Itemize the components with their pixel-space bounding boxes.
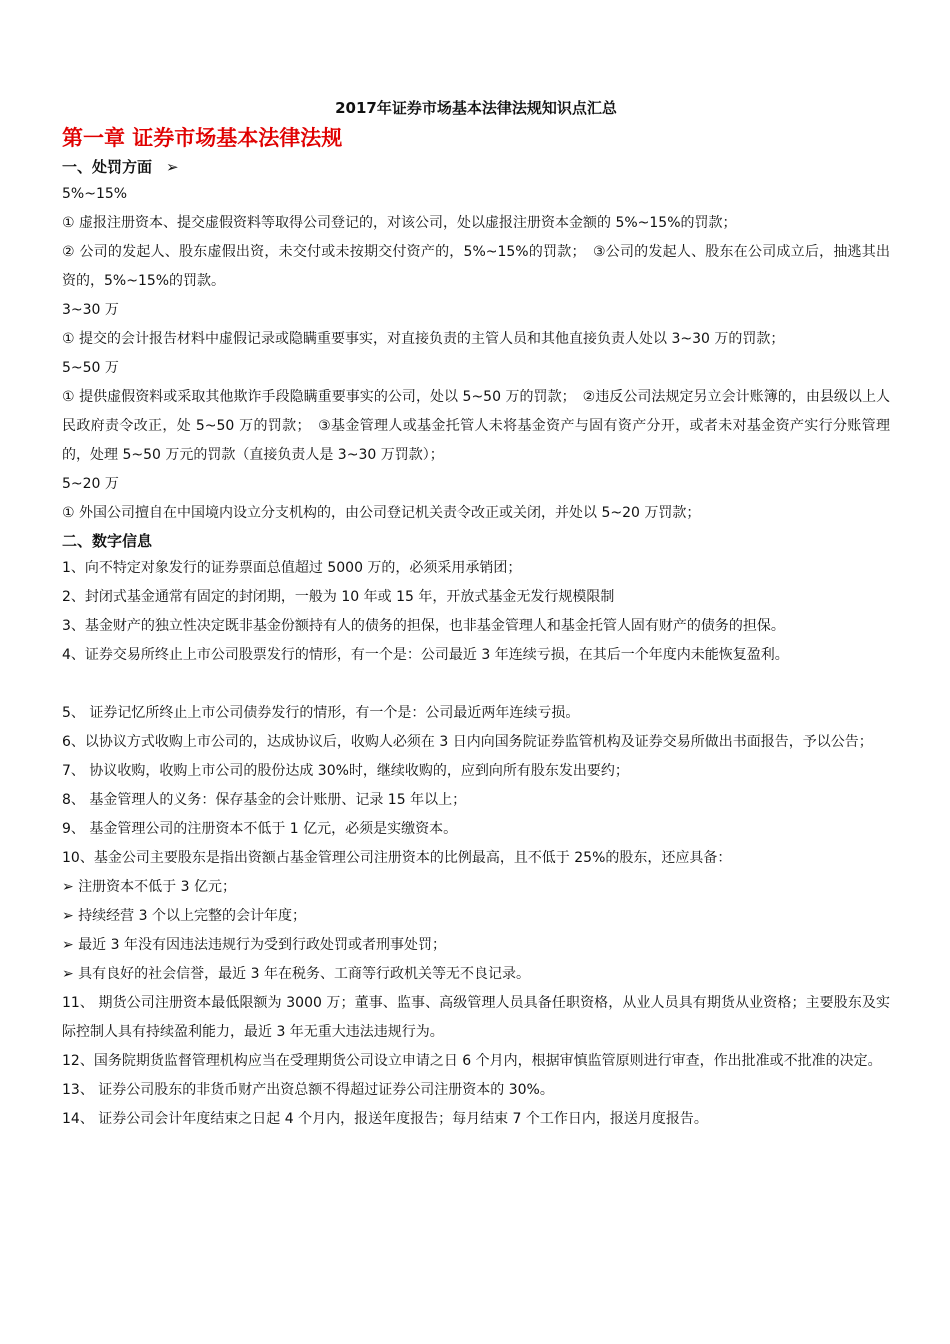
list-item: 7、 协议收购，收购上市公司的股份达成 30%时，继续收购的，应到向所有股东发出要约； <box>62 763 629 779</box>
list-item: 14、 证券公司会计年度结束之日起 4 个月内，报送年度报告；每月结束 7 个工作日内，报送月度报告。 <box>62 1111 708 1127</box>
paragraph: 3~30 万 <box>62 302 119 318</box>
sub-list-item: ➢ 具有良好的社会信誉，最近 3 年在税务、工商等行政机关等无不良记录。 <box>62 966 530 982</box>
sub-list-item: ➢ 最近 3 年没有因违法违规行为受到行政处罚或者刑事处罚； <box>62 937 446 953</box>
paragraph: ② 公司的发起人、股东虚假出资，未交付或未按期交付资产的，5%~15%的罚款； ③公司的发起人、股东在公司成立后，抽逃其出资的，5%~15%的罚款。 <box>62 244 890 289</box>
section-heading-penalties <box>62 154 890 180</box>
list-item: 6、以协议方式收购上市公司的，达成协议后，收购人必须在 3 日内向国务院证券监管机构及证券交易所做出书面报告，予以公告； <box>62 734 873 750</box>
sub-list-item: ➢ 持续经营 3 个以上完整的会计年度； <box>62 908 306 924</box>
paragraph: ① 外国公司擅自在中国境内设立分支机构的，由公司登记机关责令改正或关闭，并处以 5~20 万罚款； <box>62 505 701 521</box>
list-item: 10、基金公司主要股东是指出资额占基金管理公司注册资本的比例最高，且不低于 25%的股东，还应具备： <box>62 850 732 866</box>
document-title: 2017年证券市场基本法律法规知识点汇总 <box>335 99 617 117</box>
list-item: 1、向不特定对象发行的证券票面总值超过 5000 万的，必须采用承销团； <box>62 560 522 576</box>
list-item: 13、 证券公司股东的非货币财产出资总额不得超过证券公司注册资本的 30%。 <box>62 1082 554 1098</box>
list-item: 11、 期货公司注册资本最低限额为 3000 万；董事、监事、高级管理人员具备任职资格，从业人员具有期货从业资格；主要股东及实际控制人具有持续盈利能力，最近 3 年无重大违法违规行为。 <box>62 995 890 1040</box>
list-item: 8、 基金管理人的义务：保存基金的会计账册、记录 15 年以上； <box>62 792 467 808</box>
paragraph: 5~50 万 <box>62 360 119 376</box>
paragraph: 5~20 万 <box>62 476 119 492</box>
document-page <box>62 96 890 1134</box>
paragraph: 5%~15% <box>62 186 128 202</box>
section-heading-numbers: 二、数字信息 <box>62 532 153 550</box>
list-item: 12、国务院期货监督管理机构应当在受理期货公司设立申请之日 6 个月内，根据审慎监管原则进行审查，作出批准或不批准的决定。 <box>62 1053 882 1069</box>
list-item: 3、基金财产的独立性决定既非基金份额持有人的债务的担保，也非基金管理人和基金托管人固有财产的债务的担保。 <box>62 618 785 634</box>
list-item: 2、封闭式基金通常有固定的封闭期，一般为 10 年或 15 年，开放式基金无发行规模限制 <box>62 589 615 605</box>
blank-line <box>62 670 890 699</box>
arrow-bullet-icon: ➢ <box>166 158 179 176</box>
sub-list-item: ➢ 注册资本不低于 3 亿元； <box>62 879 236 895</box>
paragraph: ① 虚报注册资本、提交虚假资料等取得公司登记的，对该公司，处以虚报注册资本金额的 5%~15%的罚款； <box>62 215 737 231</box>
paragraph: ① 提供虚假资料或采取其他欺诈手段隐瞒重要事实的公司，处以 5~50 万的罚款； ②违反公司法规定另立会计账簿的，由县级以上人民政府责令改正，处 5~50 万的罚款； ③基金管理人或基金托管人未将基金资产与固有资产分开，或者未对基金资产实行分账管理的，处理 5~50 万元的罚款（直接负责人是 3~30 万罚款）； <box>62 389 890 463</box>
chapter-title: 第一章 证券市场基本法律法规 <box>62 126 343 150</box>
paragraph: ① 提交的会计报告材料中虚假记录或隐瞒重要事实，对直接负责的主管人员和其他直接负责人处以 3~30 万的罚款； <box>62 331 785 347</box>
list-item: 4、证券交易所终止上市公司股票发行的情形，有一个是：公司最近 3 年连续亏损，在其后一个年度内未能恢复盈利。 <box>62 647 789 663</box>
section-heading-text: 一、处罚方面 <box>62 158 153 176</box>
list-item: 9、 基金管理公司的注册资本不低于 1 亿元，必须是实缴资本。 <box>62 821 458 837</box>
list-item: 5、 证券记忆所终止上市公司债券发行的情形，有一个是：公司最近两年连续亏损。 <box>62 705 580 721</box>
